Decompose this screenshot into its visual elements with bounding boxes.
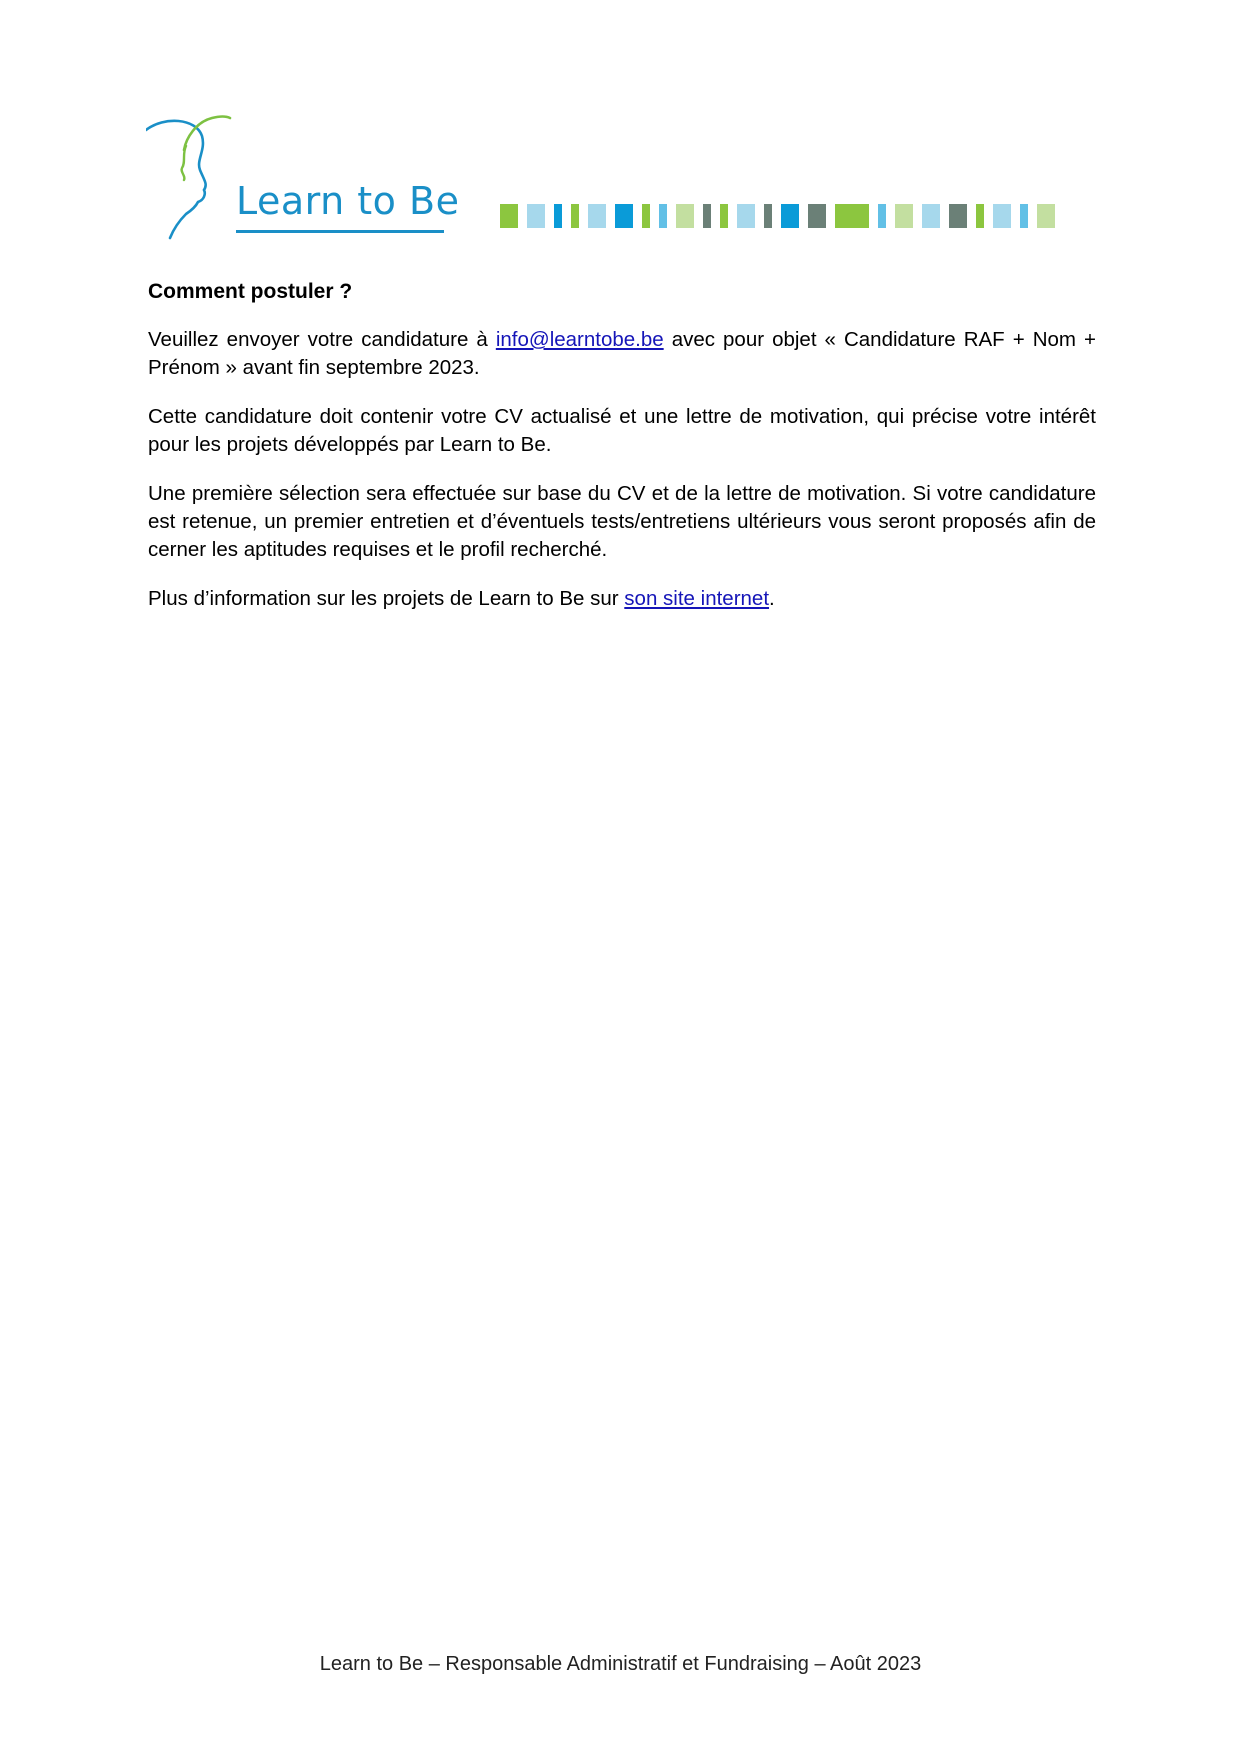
website-link[interactable]: son site internet bbox=[624, 587, 770, 610]
application-section bbox=[148, 278, 1096, 634]
strip-square bbox=[878, 204, 886, 228]
strip-square bbox=[500, 204, 518, 228]
strip-square bbox=[1020, 204, 1028, 228]
strip-square bbox=[720, 204, 728, 228]
strip-square bbox=[703, 204, 711, 228]
learn-to-be-logo bbox=[146, 110, 460, 242]
p4-text-before: Plus d’information sur les projets de Learn to Be sur bbox=[148, 587, 625, 610]
strip-square bbox=[1037, 204, 1055, 228]
strip-square bbox=[615, 204, 633, 228]
p1-text-after: avec pour objet « Candidature RAF + Nom + Prénom » avant fin septembre 2023. bbox=[148, 328, 1096, 379]
strip-square bbox=[571, 204, 579, 228]
p4-text-after: . bbox=[769, 587, 775, 610]
strip-square bbox=[588, 204, 606, 228]
strip-square bbox=[554, 204, 562, 228]
page-footer: Learn to Be – Responsable Administratif et Fundraising – Août 2023 bbox=[319, 1653, 922, 1675]
strip-square bbox=[976, 204, 984, 228]
strip-square bbox=[527, 204, 545, 228]
strip-square bbox=[949, 204, 967, 228]
strip-square bbox=[808, 204, 826, 228]
strip-square bbox=[642, 204, 650, 228]
section-heading: Comment postuler ? bbox=[148, 280, 353, 303]
paragraph-application-content: Cette candidature doit contenir votre CV actualisé et une lettre de motivation, qui précise votre intérêt pour les projets développés par Learn to Be. bbox=[148, 405, 1096, 456]
strip-square bbox=[659, 204, 667, 228]
strip-square bbox=[922, 204, 940, 228]
logo-underline bbox=[236, 230, 444, 233]
strip-square bbox=[676, 204, 694, 228]
email-link[interactable]: info@learntobe.be bbox=[495, 328, 664, 351]
strip-square bbox=[737, 204, 755, 228]
strip-square bbox=[781, 204, 799, 228]
paragraph-selection-process: Une première sélection sera effectuée sur base du CV et de la lettre de motivation. Si votre candidature est retenue, un premier entretien et d’éventuels tests/entretiens ultérieurs vous seront proposés afin de cerner les aptitudes requises et le profil recherché. bbox=[148, 482, 1096, 561]
logo-text: Learn to Be bbox=[236, 179, 460, 223]
strip-square bbox=[895, 204, 913, 228]
strip-square bbox=[993, 204, 1011, 228]
paragraph-more-info bbox=[148, 585, 1096, 613]
paragraph-send-application bbox=[148, 326, 1096, 382]
decorative-color-strip bbox=[500, 204, 1165, 228]
strip-square bbox=[764, 204, 772, 228]
p1-text-before: Veuillez envoyer votre candidature à bbox=[148, 328, 496, 351]
strip-square bbox=[835, 204, 869, 228]
